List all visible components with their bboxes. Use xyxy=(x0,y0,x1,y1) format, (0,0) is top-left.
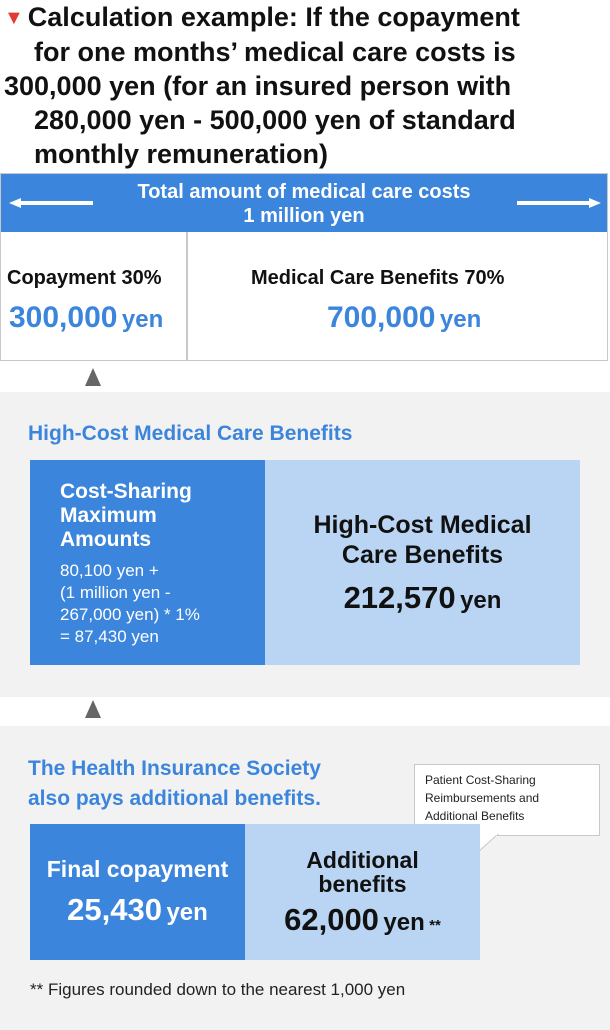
cost-sharing-max-title xyxy=(60,480,192,552)
cost-sharing-max-title-2: Maximum xyxy=(60,504,157,527)
callout-line-2: Reimbursements and xyxy=(425,791,540,805)
high-cost-benefit-unit: yen xyxy=(460,587,502,614)
benefits-unit: yen xyxy=(439,306,482,333)
page-heading xyxy=(4,0,604,171)
additional-benefits-amount: 62,000 xyxy=(284,902,379,937)
final-copayment-amount: 25,430 xyxy=(67,892,162,927)
society-section xyxy=(0,726,610,1030)
formula-line-4: = 87,430 yen xyxy=(60,627,159,646)
heading-line-3: 300,000 yen (for an insured person with xyxy=(4,71,512,101)
high-cost-benefit-title xyxy=(265,510,580,570)
column-divider xyxy=(186,232,188,360)
final-copayment-unit: yen xyxy=(166,899,208,926)
cost-sharing-formula xyxy=(60,560,200,648)
high-cost-section xyxy=(0,392,610,697)
additional-benefits-label-2: benefits xyxy=(318,871,407,897)
additional-benefits-label xyxy=(245,848,480,896)
high-cost-benefit-box xyxy=(265,460,580,665)
rounding-footnote: ** Figures rounded down to the nearest 1,000 yen xyxy=(30,980,406,999)
society-title xyxy=(28,754,321,814)
copayment-unit: yen xyxy=(121,306,164,333)
final-copayment-label: Final copayment xyxy=(46,856,229,882)
high-cost-benefit-title-2: Care Benefits xyxy=(341,541,504,569)
heading-line-2: for one months’ medical care costs is xyxy=(34,37,516,67)
final-copayment-box xyxy=(30,824,245,960)
additional-benefits-unit: yen xyxy=(383,909,425,936)
additional-benefits-value xyxy=(245,902,480,938)
society-title-line-1: The Health Insurance Society xyxy=(28,757,321,780)
benefits-value xyxy=(327,301,481,335)
cost-sharing-max-box xyxy=(30,460,265,665)
up-arrow-icon xyxy=(85,368,101,386)
copayment-value xyxy=(9,301,163,335)
high-cost-title: High-Cost Medical Care Benefits xyxy=(28,422,353,445)
formula-line-1: 80,100 yen + xyxy=(60,561,159,580)
benefits-label: Medical Care Benefits 70% xyxy=(251,267,505,289)
total-cost-amount: 1 million yen xyxy=(243,205,365,227)
callout-line-1: Patient Cost-Sharing xyxy=(425,773,536,787)
additional-benefits-box xyxy=(245,824,480,960)
heading-line-5: monthly remuneration) xyxy=(34,139,329,169)
high-cost-benefit-amount: 212,570 xyxy=(343,580,456,615)
heading-line-4: 280,000 yen - 500,000 yen of standard xyxy=(34,105,516,135)
additional-benefits-label-1: Additional xyxy=(306,847,419,873)
high-cost-benefit-title-1: High-Cost Medical xyxy=(313,511,532,539)
high-cost-benefit-value xyxy=(265,580,580,616)
final-copayment-value xyxy=(30,892,245,928)
cost-sharing-max-title-1: Cost-Sharing xyxy=(60,480,192,503)
heading-line-1: Calculation example: If the copayment xyxy=(27,2,520,32)
formula-line-3: 267,000 yen) * 1% xyxy=(60,605,200,624)
triangle-down-icon: ▼ xyxy=(4,7,24,29)
benefits-amount: 700,000 xyxy=(327,301,436,334)
copayment-label: Copayment 30% xyxy=(7,267,162,289)
total-cost-bar xyxy=(1,174,607,232)
copayment-amount: 300,000 xyxy=(9,301,118,334)
additional-benefits-footnote-mark: ** xyxy=(429,917,441,934)
up-arrow-icon xyxy=(85,700,101,718)
cost-sharing-max-title-3: Amounts xyxy=(60,528,151,551)
arrow-right-icon xyxy=(517,198,601,208)
total-cost-box xyxy=(0,173,608,361)
callout-line-3: Additional Benefits xyxy=(425,809,525,823)
society-title-line-2: also pays additional benefits. xyxy=(28,787,321,810)
total-cost-label: Total amount of medical care costs xyxy=(137,181,471,203)
formula-line-2: (1 million yen - xyxy=(60,583,171,602)
